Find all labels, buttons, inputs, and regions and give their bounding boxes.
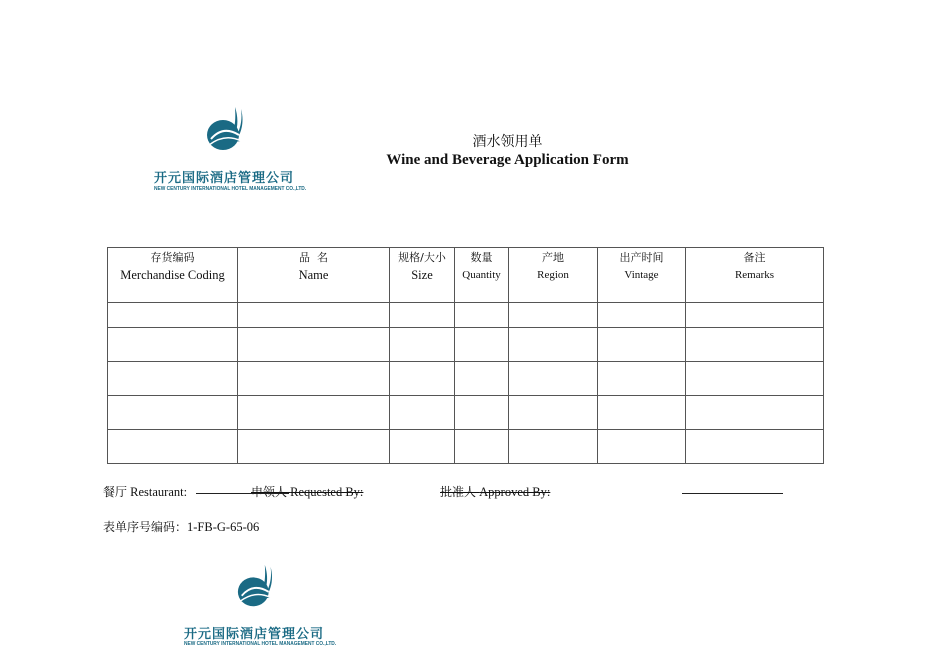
company-name-cn: 开元国际酒店管理公司 — [184, 627, 325, 642]
requested-by-input-line[interactable] — [251, 493, 289, 494]
table-cell[interactable] — [455, 328, 509, 362]
header-label-cn: 规格/大小 — [398, 251, 446, 264]
table-row — [108, 430, 824, 464]
table-cell[interactable] — [238, 396, 390, 430]
header-quantity — [455, 248, 509, 303]
table-cell[interactable] — [455, 430, 509, 464]
approved-by-label-en: Approved By: — [479, 485, 551, 499]
application-table — [107, 247, 824, 464]
table-cell[interactable] — [108, 303, 238, 328]
company-logo-mark-icon — [205, 105, 255, 157]
header-label-en: Name — [298, 268, 329, 282]
header-label-en: Size — [411, 268, 433, 282]
table-row — [108, 328, 824, 362]
table-cell[interactable] — [238, 303, 390, 328]
company-logo-mark-icon — [235, 563, 285, 613]
header-vintage — [598, 248, 686, 303]
table-cell[interactable] — [509, 328, 598, 362]
table-row — [108, 362, 824, 396]
table-header-row — [108, 248, 824, 303]
company-name-en: NEW CENTURY INTERNATIONAL HOTEL MANAGEMENT CO.,LTD. — [184, 641, 337, 647]
header-label-cn: 数量 — [470, 251, 493, 264]
form-code-value: 1-FB-G-65-06 — [187, 520, 260, 534]
table-cell[interactable] — [390, 396, 455, 430]
header-label-en: Quantity — [462, 269, 501, 281]
company-name-cn: 开元国际酒店管理公司 — [154, 171, 295, 186]
table-cell[interactable] — [598, 303, 686, 328]
restaurant-input-line[interactable] — [196, 493, 251, 494]
header-name — [238, 248, 390, 303]
table-cell[interactable] — [686, 303, 824, 328]
header-label-cn: 品 名 — [299, 251, 328, 264]
table-row — [108, 396, 824, 430]
header-label-cn: 存货编码 — [150, 251, 195, 264]
requested-by-label-en: Requested By: — [290, 485, 364, 499]
form-code — [103, 518, 259, 535]
company-name-en: NEW CENTURY INTERNATIONAL HOTEL MANAGEMENT CO.,LTD. — [154, 186, 307, 192]
requested-by-label-cn: 申领人 — [251, 485, 288, 499]
table-cell[interactable] — [509, 396, 598, 430]
table-cell[interactable] — [390, 303, 455, 328]
company-logo-footer — [180, 563, 350, 653]
table-cell[interactable] — [509, 430, 598, 464]
company-logo — [150, 105, 320, 195]
table-cell[interactable] — [509, 362, 598, 396]
table-cell[interactable] — [686, 328, 824, 362]
header-label-en: Region — [537, 269, 569, 281]
table-cell[interactable] — [598, 396, 686, 430]
table-cell[interactable] — [455, 396, 509, 430]
table-cell[interactable] — [598, 362, 686, 396]
table-cell[interactable] — [108, 396, 238, 430]
table-cell[interactable] — [598, 328, 686, 362]
requested-by-label — [251, 483, 363, 500]
header-label-en: Vintage — [624, 269, 659, 281]
table-cell[interactable] — [598, 430, 686, 464]
form-code-label: 表单序号编码： — [103, 520, 188, 534]
header-label-en: Remarks — [734, 269, 775, 281]
table-cell[interactable] — [390, 328, 455, 362]
table-cell[interactable] — [455, 303, 509, 328]
table-cell[interactable] — [686, 430, 824, 464]
restaurant-label-en: Restaurant: — [130, 485, 188, 499]
table-cell[interactable] — [390, 430, 455, 464]
header-region — [509, 248, 598, 303]
form-title-en: Wine and Beverage Application Form — [386, 152, 629, 168]
restaurant-label-cn: 餐厅 — [103, 485, 128, 499]
approved-by-label — [440, 483, 550, 500]
header-remarks — [686, 248, 824, 303]
table-cell[interactable] — [108, 328, 238, 362]
table-cell[interactable] — [238, 430, 390, 464]
table-cell[interactable] — [455, 362, 509, 396]
signature-line — [103, 483, 803, 501]
table-cell[interactable] — [509, 303, 598, 328]
header-label-cn: 备注 — [743, 251, 766, 264]
header-merchandise-coding — [108, 248, 238, 303]
table-cell[interactable] — [108, 430, 238, 464]
table-cell[interactable] — [686, 362, 824, 396]
header-label-cn: 出产时间 — [619, 251, 664, 264]
header-label-en: Merchandise Coding — [120, 268, 225, 282]
table-cell[interactable] — [686, 396, 824, 430]
header-size — [390, 248, 455, 303]
table-cell[interactable] — [390, 362, 455, 396]
restaurant-label — [103, 483, 187, 500]
form-title-cn: 酒水领用单 — [472, 134, 543, 150]
approved-by-label-cn: 批准人 — [440, 485, 477, 499]
table-cell[interactable] — [108, 362, 238, 396]
header-label-cn: 产地 — [542, 251, 564, 264]
approved-by-input-line[interactable] — [682, 493, 783, 494]
table-cell[interactable] — [238, 328, 390, 362]
table-cell[interactable] — [238, 362, 390, 396]
form-title — [360, 134, 655, 169]
table-row — [108, 303, 824, 328]
